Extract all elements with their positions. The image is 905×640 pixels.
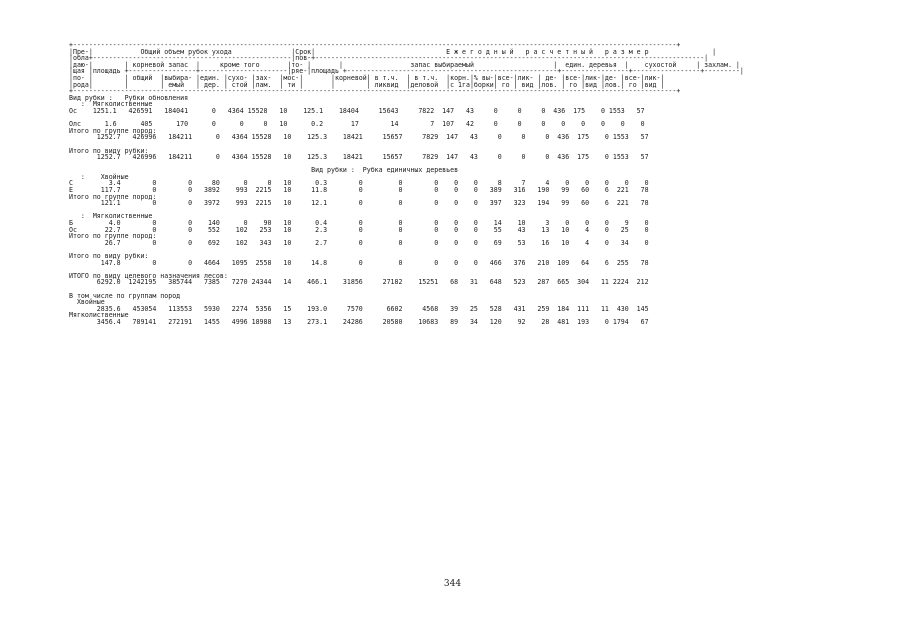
table-line: С 3.4 0 0 80 0 0 10 0.3 0 0 0 0 0 8 7 4 0 0 0 0 0 — [69, 179, 649, 188]
table-line: В том числе по группам пород — [69, 291, 181, 300]
table-line: 2835.6 453054 113553 5930 2274 5356 15 193.0 7570 6602 4568 39 25 528 431 259 184 111 11 430 145 — [69, 304, 649, 313]
table-line: +--------------------------------------------------------------------------------------------------------------------------------------------------------+ — [69, 87, 681, 96]
page-number: 344 — [443, 579, 462, 589]
table-line: : Мягколиственные — [69, 100, 153, 109]
table-line: |даю-| | корневой запас | кроме того |то- | | запас выбираемый | един. деревья | сухостой | захлам. | — [69, 60, 740, 69]
table-line: 1252.7 426996 184211 0 4364 15528 10 125.3 18421 15657 7829 147 43 0 0 0 436 175 0 1553 57 — [69, 153, 649, 162]
table-line: Итого по виду рубки: — [69, 252, 149, 260]
table-line: |рода| | | емый | дер. | стой |лам. | ти | | | ликвид |деловой |с 1га|борки| го | вид |лов. | го |вид |лов.| го |вид | — [69, 80, 665, 89]
table-line: Вид рубки : Рубки обновления — [69, 93, 189, 102]
table-line: Б 4.0 0 0 140 0 90 10 0.4 0 0 0 0 0 14 10 3 0 0 0 9 0 — [69, 219, 649, 228]
table-line: 1252.7 426996 184211 0 4364 15528 10 125.3 18421 15657 7829 147 43 0 0 0 436 175 0 1553 57 — [69, 133, 649, 142]
table-line: |щая |площадь +-----------------+----------------------|ряе-|площадь +-----------------------------------------------------+-----------------+-----------------+---------| — [69, 67, 744, 76]
table-line: |по- | | общий |выбира- |един. |сухо- |зах- |мос-| |корневой| в т.ч. | в т.ч. |корн.|% вы-|все-|лик- | де- |все-|лик-|де- |все-|лик-| — [69, 73, 665, 82]
table-line: : Хвойные — [69, 172, 129, 181]
table-line: 147.8 0 0 4664 1095 2558 10 14.8 0 0 0 0 0 466 376 210 109 64 6 255 78 — [69, 258, 649, 267]
table-line: Итого по виду рубки: — [69, 146, 149, 155]
table-line: Ос 22.7 0 0 552 102 253 10 2.3 0 0 0 0 0 55 43 13 10 4 0 25 0 — [69, 225, 649, 234]
table-line: 121.1 0 0 3972 993 2215 10 12.1 0 0 0 0 0 397 323 194 99 60 6 221 78 — [69, 199, 649, 208]
table-line: Е 117.7 0 0 3892 993 2215 10 11.8 0 0 0 0 0 389 316 190 99 60 6 221 78 — [69, 186, 649, 195]
table-line: Вид рубки : Рубка единичных деревьев — [69, 166, 459, 175]
table-line: +--------------------------------------------------------------------------------------------------------------------------------------------------------+ — [69, 41, 681, 49]
table-line: Итого по группе пород: — [69, 126, 157, 135]
felling-table — [69, 42, 744, 326]
table-line: Итого по группе пород: — [69, 232, 157, 241]
table-line: 26.7 0 0 692 102 343 10 2.7 0 0 0 0 0 69 53 16 10 4 0 34 0 — [69, 238, 649, 247]
table-line: |обла+--------------------------------------------------|пов-+--------------------------------------------------------------------------------------------------| — [69, 54, 709, 63]
table-line: Итого по группе пород: — [69, 192, 157, 201]
table-line: 6292.0 1242195 385744 7385 7270 24344 14 466.1 31856 27182 15251 68 31 648 523 287 665 304 11 2224 212 — [69, 278, 649, 287]
table-line: |Пре-| Общий объем рубок ухода |Срок| Е ж е г о д н ы й р а с ч е т н ы й р а з м е р | — [69, 47, 717, 56]
table-line: ИТОГО по виду целевого назначения лесов: — [69, 271, 228, 280]
table-line: : Мягколиственные — [69, 212, 153, 221]
table-line: Олс 1.6 405 170 0 0 0 10 0.2 17 14 7 107 42 0 0 0 0 0 0 0 0 — [69, 120, 645, 129]
table-line: 3456.4 789141 272191 1455 4996 18988 13 273.1 24286 20580 10683 89 34 120 92 28 481 193 0 1794 67 — [69, 317, 649, 326]
table-line: Мягколиственные — [69, 311, 129, 320]
table-line: Ос 1251.1 426591 184041 0 4364 15528 10 125.1 18404 15643 7822 147 43 0 0 0 436 175 0 1553 57 — [69, 106, 645, 115]
table-line: Хвойные — [69, 298, 105, 307]
